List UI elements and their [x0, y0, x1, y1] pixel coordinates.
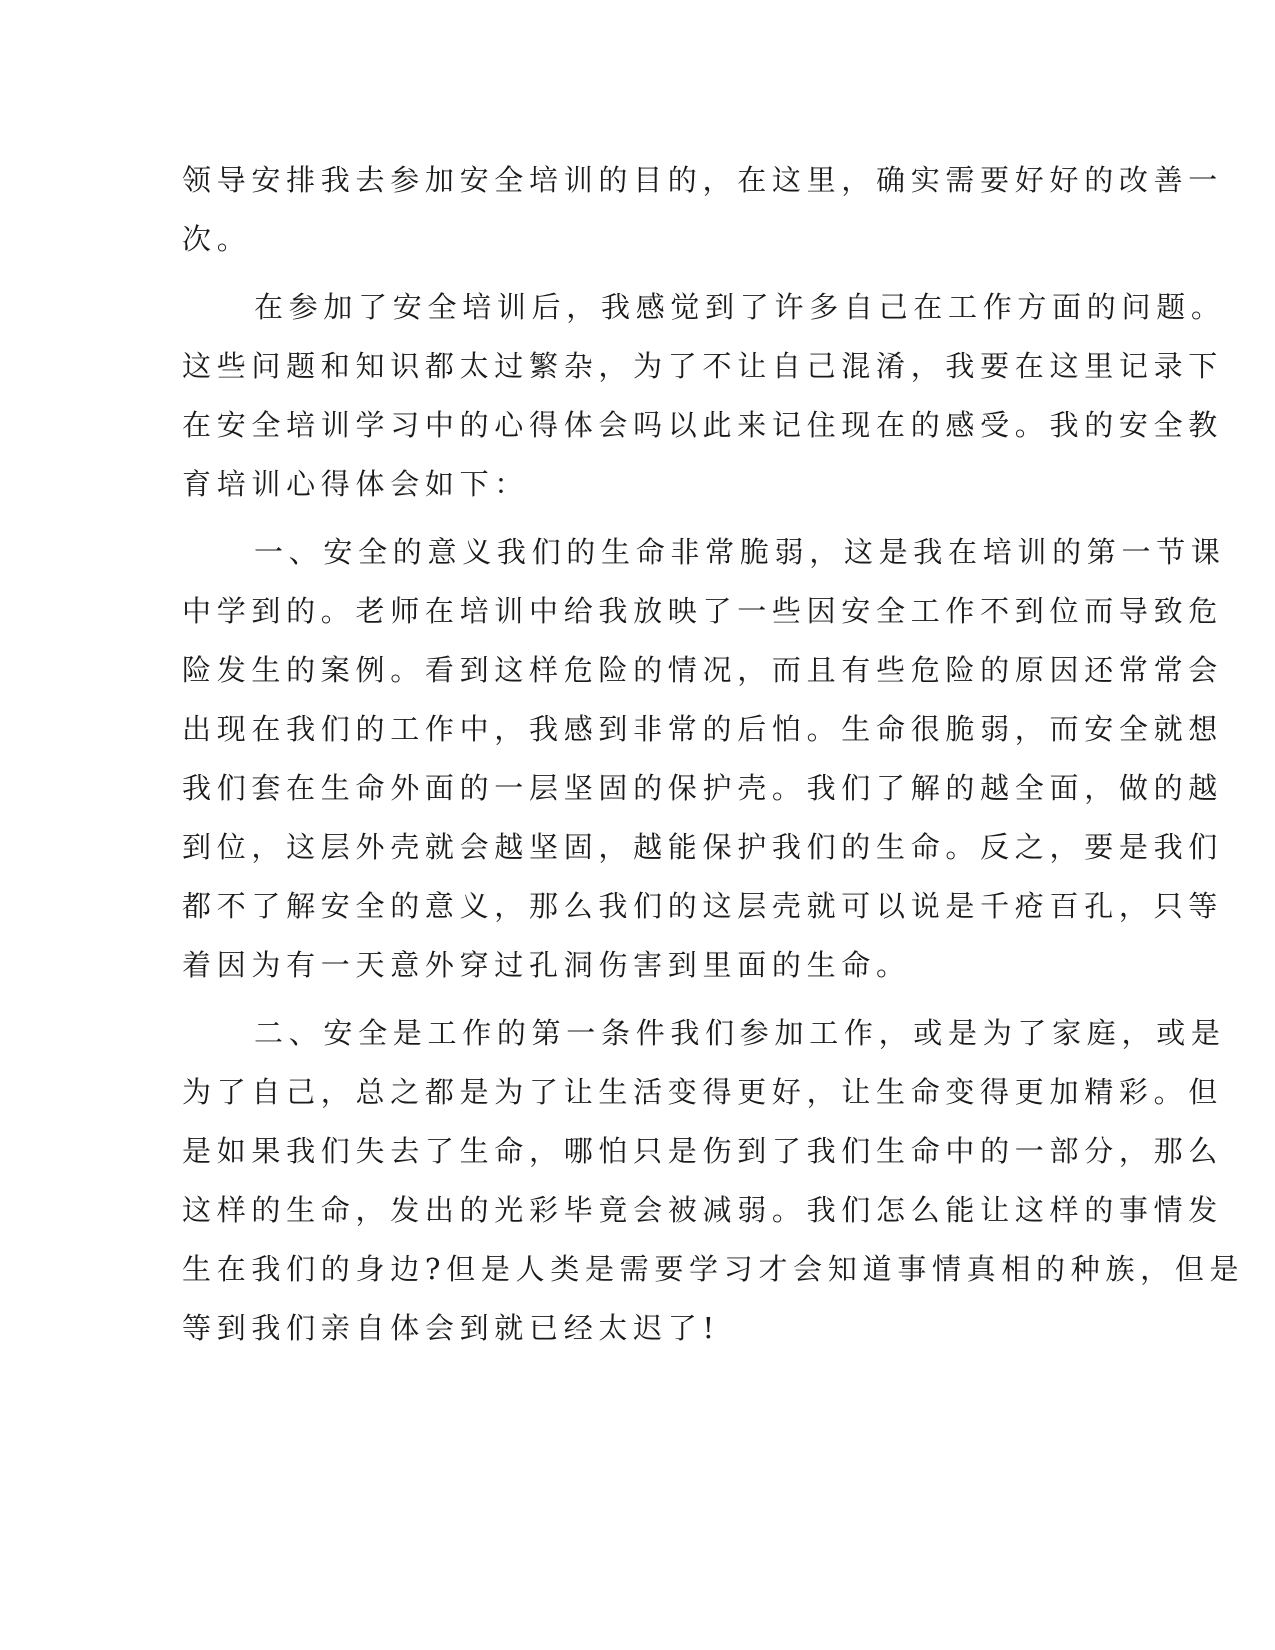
paragraph-3 — [182, 523, 1226, 995]
text-line: 这样的生命，发出的光彩毕竟会被减弱。我们怎么能让这样的事情发 — [182, 1193, 1224, 1227]
text-line: 领导安排我去参加安全培训的目的，在这里，确实需要好好的改善一 — [182, 163, 1224, 197]
paragraph-4 — [182, 1004, 1245, 1358]
text-line: 为了自己，总之都是为了让生活变得更好，让生命变得更加精彩。但 — [182, 1075, 1224, 1109]
text-line: 生在我们的身边?但是人类是需要学习才会知道事情真相的种族，但是 — [182, 1252, 1245, 1286]
text-line: 育培训心得体会如下： — [182, 467, 530, 501]
text-line: 这些问题和知识都太过繁杂，为了不让自己混淆，我要在这里记录下 — [182, 349, 1224, 383]
text-line: 出现在我们的工作中，我感到非常的后怕。生命很脆弱，而安全就想 — [182, 712, 1224, 746]
text-line: 等到我们亲自体会到就已经太迟了! — [182, 1311, 720, 1345]
text-line: 一、安全的意义我们的生命非常脆弱，这是我在培训的第一节课 — [254, 535, 1226, 569]
document-page — [182, 151, 1245, 1358]
paragraph-1 — [182, 151, 1224, 269]
text-line: 在参加了安全培训后，我感觉到了许多自己在工作方面的问题。 — [254, 290, 1226, 324]
text-line: 到位，这层外壳就会越坚固，越能保护我们的生命。反之，要是我们 — [182, 830, 1224, 864]
paragraph-2 — [182, 278, 1226, 514]
text-line: 着因为有一天意外穿过孔洞伤害到里面的生命。 — [182, 948, 911, 982]
text-line: 险发生的案例。看到这样危险的情况，而且有些危险的原因还常常会 — [182, 653, 1224, 687]
text-line: 中学到的。老师在培训中给我放映了一些因安全工作不到位而导致危 — [182, 594, 1224, 628]
text-line: 是如果我们失去了生命，哪怕只是伤到了我们生命中的一部分，那么 — [182, 1134, 1224, 1168]
text-line: 都不了解安全的意义，那么我们的这层壳就可以说是千疮百孔，只等 — [182, 889, 1224, 923]
text-line: 次。 — [182, 222, 252, 256]
text-line: 在安全培训学习中的心得体会吗以此来记住现在的感受。我的安全教 — [182, 408, 1224, 442]
text-line: 我们套在生命外面的一层坚固的保护壳。我们了解的越全面，做的越 — [182, 771, 1224, 805]
text-line: 二、安全是工作的第一条件我们参加工作，或是为了家庭，或是 — [254, 1016, 1226, 1050]
